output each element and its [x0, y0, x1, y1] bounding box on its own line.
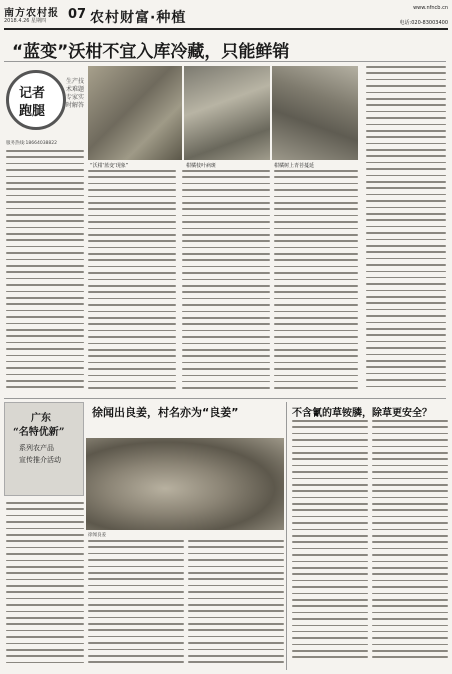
hotline: 电话:020-83003400: [399, 20, 448, 26]
article-col-1: [6, 150, 84, 396]
masthead: [4, 4, 448, 30]
article-col-2: [88, 170, 176, 396]
stamp-line2: 跑腿: [19, 104, 46, 119]
article-col-8: [188, 540, 284, 670]
article-col-7: [88, 540, 184, 670]
column-divider: [286, 402, 287, 670]
stamp-contact: 服务热线:18664038822: [6, 141, 58, 146]
stamp-side-text: 生产技术难题 专家实时解答: [66, 78, 85, 109]
sub-headline-left: 徐闻出良姜，村名亦为“良姜”: [92, 406, 239, 419]
headline-bar: [4, 34, 446, 62]
reporter-stamp: [6, 70, 66, 130]
stamp-line1: 记者: [19, 86, 46, 101]
page-number: 07: [68, 7, 87, 22]
section-divider: [4, 398, 446, 399]
photo-ginger: [86, 438, 284, 530]
section-title: 农村财富·种植: [90, 10, 187, 26]
promo-box: [4, 402, 84, 496]
article-col-5: [366, 66, 446, 396]
promo-line1: 广东: [31, 413, 51, 424]
promo-line2: “名特优新”: [13, 427, 65, 438]
caption-ph2: 柑橘枝叶病斑: [186, 163, 217, 169]
article-col-6: [6, 502, 84, 670]
caption-ph4: 徐闻良姜: [88, 533, 106, 538]
promo-line4: 宣传推介活动: [19, 456, 61, 464]
photo-branch: [272, 66, 358, 160]
article-col-4: [274, 170, 358, 396]
photo-orange: [88, 66, 182, 160]
website[interactable]: www.nfncb.cn: [413, 5, 448, 11]
main-headline: “蓝变”沃柑不宜入库冷藏，只能鲜销: [12, 42, 290, 62]
promo-line3: 系列农产品: [19, 444, 54, 452]
photo-leaves: [184, 66, 270, 160]
issue-date: 2018.4.26 星期四: [4, 18, 47, 24]
brand-logo: 南方农村报: [4, 8, 59, 19]
article-col-3: [182, 170, 270, 396]
sub-headline-right: 不含氰的草铵膦，除草更安全？: [292, 408, 432, 419]
caption-ph1: “沃柑‘蓝变’现象”: [90, 163, 129, 169]
article-col-9: [292, 420, 368, 670]
article-col-10: [372, 420, 448, 670]
caption-ph3: 柑橘树上青苔蔓延: [274, 163, 315, 169]
